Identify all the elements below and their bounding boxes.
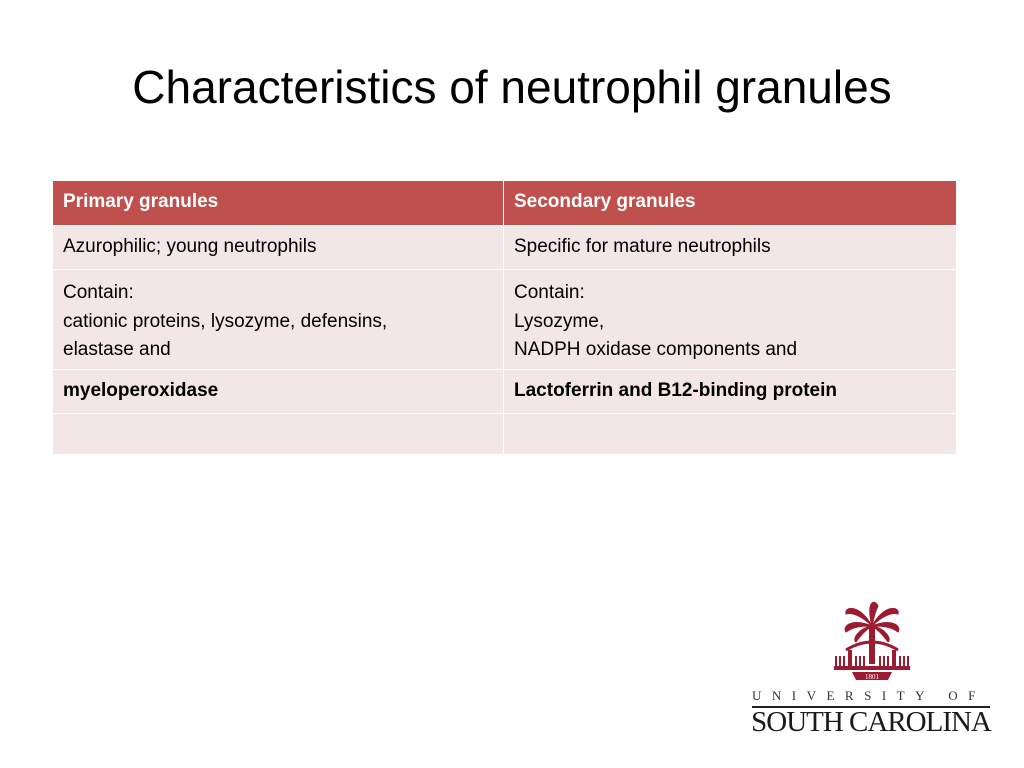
cell-text: Specific for mature neutrophils <box>514 235 771 257</box>
cell-text: Azurophilic; young neutrophils <box>63 235 317 257</box>
table-row <box>53 270 957 370</box>
table-row <box>53 225 957 270</box>
logo-line1: UNIVERSITY OF <box>752 688 986 703</box>
table-cell-empty <box>53 414 504 455</box>
table-row-empty <box>53 414 957 455</box>
table-row <box>53 369 957 414</box>
cell-text: cationic proteins, lysozyme, defensins, <box>63 310 388 332</box>
cell-text: myeloperoxidase <box>63 379 219 401</box>
logo-university-of <box>752 688 990 704</box>
palmetto-seal-icon <box>748 600 992 690</box>
granules-table <box>52 180 957 455</box>
header-secondary-granules: Secondary granules <box>504 181 957 226</box>
cell-text: Lactoferrin and B12-binding protein <box>514 379 838 401</box>
university-logo <box>748 600 992 748</box>
cell-text: NADPH oxidase components and <box>514 339 798 360</box>
cell-text: Lysozyme, <box>514 310 605 332</box>
table-cell <box>53 225 504 270</box>
cell-text: Contain: <box>63 282 134 303</box>
table-cell <box>504 369 957 414</box>
table-cell <box>504 270 957 370</box>
logo-south-carolina: SOUTH CAROLINA <box>751 706 991 738</box>
table-cell <box>504 225 957 270</box>
table-cell <box>53 270 504 370</box>
header-primary-granules: Primary granules <box>53 181 504 226</box>
slide-title: Characteristics of neutrophil granules <box>132 61 892 113</box>
seal-year: 1801 <box>865 673 879 681</box>
table-header-row <box>53 181 957 226</box>
table-cell-empty <box>504 414 957 455</box>
cell-text: Contain: <box>514 282 585 303</box>
table-cell <box>53 369 504 414</box>
cell-text: elastase and <box>63 339 171 360</box>
